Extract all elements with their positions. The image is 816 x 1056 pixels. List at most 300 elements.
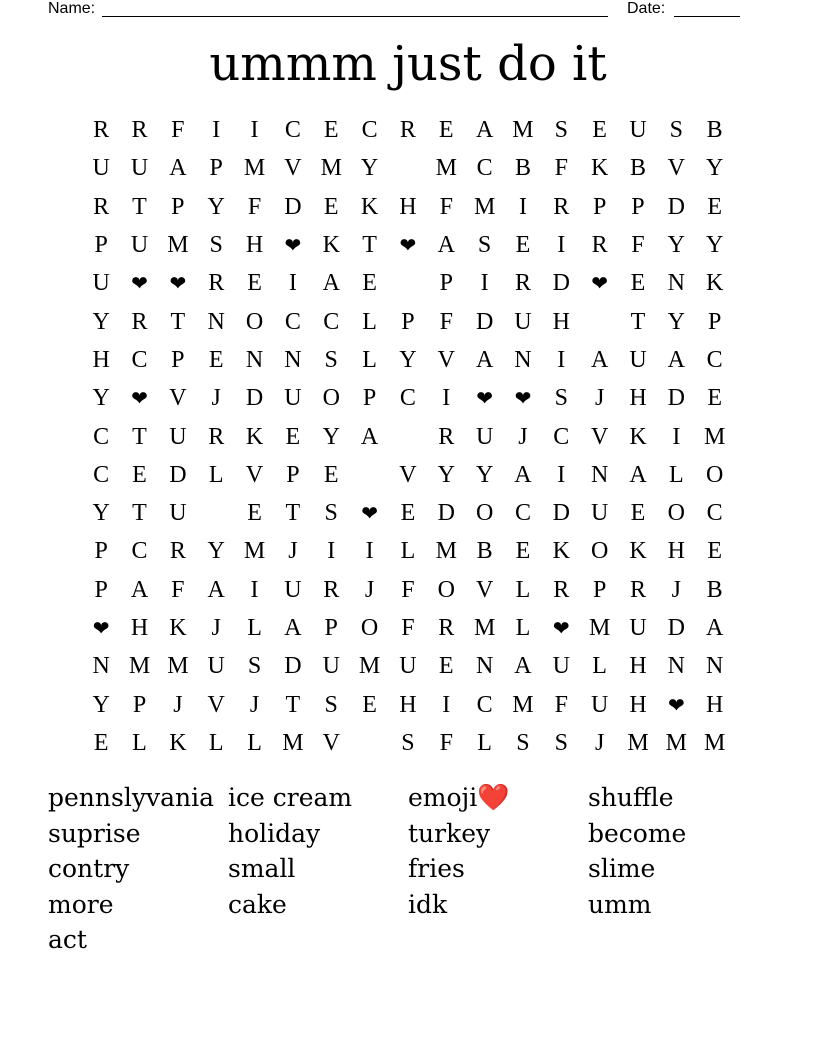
grid-letter[interactable]: H	[706, 691, 724, 718]
grid-letter[interactable]: P	[592, 193, 607, 220]
grid-letter[interactable]: L	[247, 729, 262, 756]
grid-letter[interactable]: V	[284, 155, 302, 182]
grid-letter[interactable]: C	[93, 423, 110, 450]
grid-letter[interactable]: O	[590, 538, 609, 565]
grid-letter[interactable]: P	[94, 232, 108, 259]
grid-letter[interactable]: C	[131, 538, 148, 565]
grid-letter[interactable]: M	[128, 653, 151, 680]
grid-letter[interactable]: M	[167, 232, 189, 259]
grid-letter[interactable]: C	[93, 461, 110, 488]
grid-letter[interactable]: M	[704, 423, 726, 450]
grid-letter[interactable]: E	[438, 117, 454, 144]
grid-letter[interactable]: U	[284, 576, 302, 603]
grid-letter[interactable]: A	[514, 461, 532, 488]
grid-letter[interactable]: D	[245, 385, 264, 412]
grid-letter[interactable]: U	[399, 653, 417, 680]
grid-letter[interactable]: A	[629, 461, 647, 488]
grid-letter[interactable]: Y	[667, 308, 685, 335]
grid-letter[interactable]: H	[629, 691, 647, 718]
grid-letter[interactable]: O	[245, 308, 264, 335]
grid-letter[interactable]: P	[94, 576, 108, 603]
grid-letter[interactable]: O	[475, 500, 494, 527]
grid-letter[interactable]: N	[207, 308, 225, 335]
heart-icon[interactable]: ❤	[169, 271, 187, 296]
grid-letter[interactable]: R	[93, 117, 110, 144]
grid-letter[interactable]: U	[475, 423, 494, 450]
grid-letter[interactable]: A	[667, 346, 685, 373]
grid-row	[82, 188, 734, 226]
grid-letter[interactable]: D	[284, 653, 302, 680]
word-bank-label: slime	[588, 854, 656, 884]
grid-letter[interactable]: Y	[475, 461, 494, 488]
grid-letter[interactable]: U	[590, 500, 609, 527]
grid-row	[82, 724, 734, 762]
grid-letter[interactable]: L	[208, 729, 224, 756]
grid-letter[interactable]: K	[245, 423, 264, 450]
heart-icon[interactable]: ❤	[591, 271, 609, 296]
grid-letter[interactable]: A	[207, 576, 225, 603]
grid-letter[interactable]: O	[667, 500, 685, 527]
grid-letter[interactable]: P	[171, 193, 185, 220]
grid-letter[interactable]: B	[476, 538, 493, 565]
grid-letter[interactable]: Y	[92, 500, 110, 527]
grid-letter[interactable]: V	[437, 346, 455, 373]
grid-letter[interactable]: L	[515, 576, 531, 603]
grid-letter[interactable]: L	[400, 538, 416, 565]
grid-letter[interactable]: M	[243, 155, 266, 182]
grid-letter[interactable]: P	[132, 691, 147, 718]
grid-letter[interactable]: Y	[207, 538, 225, 565]
grid-letter[interactable]: V	[245, 461, 264, 488]
grid-letter[interactable]: U	[130, 155, 149, 182]
grid-letter[interactable]: M	[282, 729, 304, 756]
grid-letter[interactable]: V	[667, 155, 685, 182]
grid-letter[interactable]: E	[438, 653, 454, 680]
grid-letter[interactable]: H	[667, 538, 685, 565]
grid-letter[interactable]: F	[171, 117, 185, 144]
grid-letter[interactable]: H	[399, 691, 417, 718]
grid-letter[interactable]: M	[665, 729, 687, 756]
grid-letter[interactable]: H	[92, 346, 110, 373]
grid-letter[interactable]: R	[514, 270, 531, 297]
grid-row	[82, 532, 734, 570]
grid-letter[interactable]: R	[169, 538, 186, 565]
grid-letter[interactable]: Y	[706, 232, 724, 259]
grid-letter[interactable]: V	[322, 729, 340, 756]
grid-letter[interactable]: P	[401, 308, 415, 335]
grid-letter[interactable]: R	[553, 576, 570, 603]
heart-icon[interactable]: ❤	[552, 616, 570, 640]
grid-letter[interactable]: S	[554, 385, 568, 412]
grid-letter[interactable]: M	[358, 653, 381, 680]
grid-letter[interactable]: L	[362, 308, 377, 335]
grid-letter[interactable]: J	[594, 385, 605, 412]
grid-letter[interactable]: N	[92, 653, 110, 680]
grid-letter[interactable]: D	[667, 615, 685, 641]
grid-letter[interactable]: S	[477, 232, 492, 259]
grid-letter[interactable]: I	[250, 117, 259, 144]
grid-letter[interactable]: U	[169, 423, 187, 450]
grid-letter[interactable]: P	[631, 193, 645, 220]
grid-letter[interactable]: Y	[360, 155, 379, 182]
grid-letter[interactable]: V	[590, 423, 609, 450]
grid-letter[interactable]: F	[631, 232, 645, 259]
grid-letter[interactable]: E	[707, 193, 722, 220]
grid-letter[interactable]: J	[671, 576, 681, 603]
grid-letter[interactable]: I	[557, 232, 566, 259]
grid-letter[interactable]: K	[590, 155, 609, 182]
grid-letter[interactable]: S	[324, 691, 338, 718]
name-label: Name:	[48, 0, 96, 17]
grid-letter[interactable]: A	[360, 423, 379, 450]
grid-letter[interactable]: U	[552, 653, 570, 680]
grid-letter[interactable]: U	[514, 308, 532, 335]
grid-letter[interactable]: E	[515, 538, 531, 565]
grid-letter[interactable]: Y	[706, 155, 724, 182]
grid-letter[interactable]: R	[208, 423, 225, 450]
grid-letter[interactable]: E	[707, 385, 722, 412]
grid-letter[interactable]: O	[706, 461, 724, 488]
word-bank-label: holiday	[228, 818, 321, 848]
grid-letter[interactable]: R	[131, 308, 148, 335]
grid-letter[interactable]: Y	[667, 232, 685, 259]
grid-letter[interactable]: E	[323, 117, 339, 144]
grid-letter[interactable]: P	[439, 270, 453, 297]
word-bank-item	[228, 854, 408, 883]
grid-letter[interactable]: Y	[322, 423, 340, 450]
grid-letter[interactable]: M	[588, 615, 611, 641]
grid-letter[interactable]: T	[132, 193, 147, 220]
name-blank-line[interactable]	[102, 16, 608, 17]
grid-letter[interactable]: B	[706, 576, 723, 603]
grid-letter[interactable]: H	[629, 653, 647, 680]
grid-letter[interactable]: P	[362, 385, 377, 412]
grid-letter[interactable]: T	[170, 308, 186, 335]
grid-letter[interactable]: C	[476, 155, 493, 182]
grid-letter[interactable]: A	[475, 117, 494, 144]
grid-letter[interactable]: I	[212, 117, 221, 144]
grid-letter[interactable]: P	[324, 615, 338, 641]
grid-letter[interactable]: E	[515, 232, 531, 259]
grid-letter[interactable]: T	[630, 308, 646, 335]
word-bank-item	[408, 783, 588, 813]
grid-letter[interactable]: K	[322, 232, 340, 259]
heart-icon[interactable]: ❤	[284, 233, 302, 258]
grid-letter[interactable]: I	[442, 691, 451, 718]
grid-letter[interactable]: T	[285, 691, 301, 718]
grid-letter[interactable]: S	[247, 653, 262, 680]
heart-icon[interactable]: ❤	[514, 386, 532, 411]
grid-letter[interactable]: C	[706, 500, 723, 527]
grid-letter[interactable]: H	[552, 308, 570, 335]
grid-letter[interactable]: B	[514, 155, 531, 182]
grid-letter[interactable]: J	[211, 385, 221, 412]
grid-letter[interactable]: S	[401, 729, 415, 756]
grid-letter[interactable]: N	[706, 653, 724, 680]
grid-letter[interactable]: Y	[399, 346, 417, 373]
heart-icon[interactable]: ❤	[476, 386, 493, 411]
grid-letter[interactable]: F	[439, 308, 453, 335]
grid-letter[interactable]: R	[208, 270, 225, 297]
grid-letter[interactable]: O	[437, 576, 455, 603]
grid-letter[interactable]: F	[401, 576, 415, 603]
grid-letter[interactable]: U	[284, 385, 302, 412]
grid-letter[interactable]: I	[442, 385, 451, 412]
grid-letter[interactable]: M	[627, 729, 649, 756]
grid-letter[interactable]: E	[208, 346, 224, 373]
grid-letter[interactable]: A	[130, 576, 149, 603]
grid-letter[interactable]: S	[554, 729, 568, 756]
word-search-grid	[82, 111, 734, 762]
grid-letter[interactable]: T	[132, 423, 147, 450]
heart-icon[interactable]: ❤	[131, 271, 148, 296]
grid-letter[interactable]: T	[285, 500, 301, 527]
grid-letter[interactable]: P	[171, 346, 185, 373]
grid-letter[interactable]: K	[169, 615, 187, 641]
grid-letter[interactable]: E	[93, 729, 109, 756]
grid-letter[interactable]: R	[438, 615, 455, 641]
grid-letter[interactable]: M	[473, 615, 496, 641]
grid-letter[interactable]: D	[437, 500, 455, 527]
grid-letter[interactable]: C	[476, 691, 493, 718]
word-bank-item	[228, 890, 408, 919]
heart-icon[interactable]: ❤	[92, 616, 110, 640]
date-blank-line[interactable]	[674, 16, 740, 17]
grid-letter[interactable]: L	[362, 346, 377, 373]
grid-letter[interactable]: A	[706, 615, 724, 641]
grid-letter[interactable]: D	[552, 500, 570, 527]
grid-letter[interactable]: D	[667, 193, 685, 220]
grid-letter[interactable]: R	[629, 576, 646, 603]
grid-row	[82, 685, 734, 723]
grid-letter[interactable]: I	[557, 461, 566, 488]
grid-letter[interactable]: F	[554, 155, 568, 182]
grid-letter[interactable]: O	[322, 385, 340, 412]
word-bank-item	[588, 783, 768, 812]
grid-letter[interactable]: J	[594, 729, 605, 756]
grid-letter[interactable]: E	[323, 193, 339, 220]
heart-icon[interactable]: ❤	[399, 233, 417, 258]
grid-letter[interactable]: M	[320, 155, 342, 182]
grid-letter[interactable]: E	[707, 538, 722, 565]
grid-letter[interactable]: P	[209, 155, 223, 182]
grid-letter[interactable]: B	[629, 155, 646, 182]
grid-letter[interactable]: E	[247, 500, 262, 527]
grid-letter[interactable]: K	[360, 193, 379, 220]
grid-letter[interactable]: H	[245, 232, 264, 259]
grid-letter[interactable]: A	[590, 346, 609, 373]
grid-letter[interactable]: S	[209, 232, 223, 259]
grid-letter[interactable]: F	[439, 193, 453, 220]
grid-letter[interactable]: L	[668, 461, 684, 488]
grid-row	[82, 609, 734, 647]
grid-letter[interactable]: R	[323, 576, 340, 603]
grid-letter[interactable]: I	[557, 346, 566, 373]
grid-letter[interactable]: V	[475, 576, 494, 603]
grid-letter[interactable]: S	[324, 346, 338, 373]
heart-icon[interactable]: ❤	[667, 692, 685, 717]
grid-letter[interactable]: J	[211, 615, 221, 641]
grid-letter[interactable]: F	[439, 729, 453, 756]
grid-letter[interactable]: V	[207, 691, 225, 718]
grid-letter[interactable]: D	[475, 308, 494, 335]
grid-letter[interactable]: E	[132, 461, 147, 488]
grid-letter[interactable]: F	[171, 576, 185, 603]
grid-letter[interactable]: E	[630, 500, 646, 527]
grid-letter[interactable]: T	[132, 500, 147, 527]
grid-letter[interactable]: Y	[92, 385, 110, 412]
grid-letter[interactable]: U	[590, 691, 609, 718]
grid-letter[interactable]: M	[243, 538, 266, 565]
grid-letter[interactable]: L	[477, 729, 492, 756]
grid-letter[interactable]: P	[94, 538, 108, 565]
grid-letter[interactable]: M	[435, 538, 457, 565]
grid-letter[interactable]: N	[284, 346, 302, 373]
grid-letter[interactable]: I	[365, 538, 374, 565]
grid-letter[interactable]: E	[362, 691, 377, 718]
grid-letter[interactable]: H	[130, 615, 149, 641]
grid-letter[interactable]: C	[131, 346, 148, 373]
grid-letter[interactable]: I	[250, 576, 259, 603]
word-bank-item	[228, 819, 408, 848]
grid-letter[interactable]: E	[323, 461, 339, 488]
grid-letter[interactable]: D	[667, 385, 685, 412]
grid-letter[interactable]: C	[323, 308, 340, 335]
grid-letter[interactable]: F	[247, 193, 262, 220]
grid-letter[interactable]: I	[480, 270, 489, 297]
grid-letter[interactable]: E	[630, 270, 646, 297]
grid-letter[interactable]: M	[512, 117, 534, 144]
grid-letter[interactable]: J	[518, 423, 528, 450]
grid-letter[interactable]: N	[667, 270, 685, 297]
grid-letter[interactable]: L	[247, 615, 262, 641]
grid-letter[interactable]: Y	[92, 691, 110, 718]
grid-letter[interactable]: S	[324, 500, 338, 527]
heart-icon[interactable]: ❤	[361, 501, 378, 526]
grid-letter[interactable]: N	[245, 346, 264, 373]
grid-letter[interactable]: C	[514, 500, 531, 527]
grid-letter[interactable]: H	[399, 193, 417, 220]
grid-letter[interactable]: U	[92, 155, 110, 182]
grid-letter[interactable]: P	[286, 461, 300, 488]
grid-letter[interactable]: R	[399, 117, 416, 144]
grid-letter[interactable]: S	[554, 117, 568, 144]
grid-letter[interactable]: L	[592, 653, 607, 680]
grid-letter[interactable]: A	[284, 615, 302, 641]
grid-letter[interactable]: I	[518, 193, 527, 220]
grid-letter[interactable]: U	[629, 346, 647, 373]
grid-letter[interactable]: S	[516, 729, 530, 756]
grid-letter[interactable]: M	[473, 193, 496, 220]
grid-letter[interactable]: L	[132, 729, 147, 756]
grid-letter[interactable]: R	[93, 193, 110, 220]
grid-letter[interactable]: C	[284, 117, 301, 144]
grid-letter[interactable]: K	[706, 270, 724, 297]
grid-letter[interactable]: R	[553, 193, 570, 220]
grid-letter[interactable]: J	[288, 538, 298, 565]
grid-letter[interactable]: I	[672, 423, 681, 450]
grid-letter[interactable]: A	[437, 232, 455, 259]
grid-letter[interactable]: D	[169, 461, 187, 488]
grid-letter[interactable]: A	[322, 270, 340, 297]
grid-letter[interactable]: N	[590, 461, 609, 488]
grid-letter[interactable]: Y	[207, 193, 225, 220]
grid-letter[interactable]: A	[169, 155, 187, 182]
grid-letter[interactable]: U	[130, 232, 149, 259]
grid-letter[interactable]: N	[514, 346, 532, 373]
grid-letter[interactable]: R	[591, 232, 608, 259]
grid-letter[interactable]: K	[169, 729, 187, 756]
grid-letter[interactable]: S	[669, 117, 683, 144]
grid-letter[interactable]: V	[169, 385, 187, 412]
grid-letter[interactable]: N	[667, 653, 685, 680]
grid-letter[interactable]: F	[401, 615, 415, 641]
grid-letter[interactable]: A	[514, 653, 532, 680]
heart-icon[interactable]: ❤	[131, 386, 148, 411]
grid-letter[interactable]: C	[553, 423, 570, 450]
grid-letter[interactable]: L	[208, 461, 224, 488]
grid-letter[interactable]: K	[552, 538, 570, 565]
grid-letter[interactable]: U	[169, 500, 187, 527]
grid-letter[interactable]: B	[706, 117, 723, 144]
grid-letter[interactable]: E	[247, 270, 262, 297]
grid-letter[interactable]: U	[207, 653, 225, 680]
grid-letter[interactable]: C	[706, 346, 723, 373]
grid-letter[interactable]: I	[288, 270, 297, 297]
grid-letter[interactable]: V	[399, 461, 417, 488]
grid-letter[interactable]: A	[475, 346, 494, 373]
grid-letter[interactable]: M	[435, 155, 457, 182]
grid-letter[interactable]: E	[400, 500, 416, 527]
grid-letter[interactable]: K	[629, 538, 647, 565]
grid-letter[interactable]: Y	[92, 308, 110, 335]
grid-letter[interactable]: I	[327, 538, 336, 565]
grid-letter[interactable]: J	[173, 691, 183, 718]
grid-letter[interactable]: M	[704, 729, 726, 756]
grid-letter[interactable]: L	[515, 615, 531, 641]
grid-letter[interactable]: N	[475, 653, 494, 680]
grid-letter[interactable]: E	[285, 423, 301, 450]
grid-letter[interactable]: T	[362, 232, 377, 259]
grid-letter[interactable]: M	[512, 691, 534, 718]
grid-letter[interactable]: M	[167, 653, 189, 680]
grid-letter[interactable]: U	[92, 270, 110, 297]
word-bank-label: suprise	[48, 818, 141, 848]
grid-letter[interactable]: O	[360, 615, 379, 641]
grid-letter[interactable]: F	[554, 691, 568, 718]
grid-letter[interactable]: U	[322, 653, 340, 680]
grid-letter[interactable]: Y	[437, 461, 455, 488]
grid-letter[interactable]: P	[592, 576, 607, 603]
grid-letter[interactable]: D	[552, 270, 570, 297]
word-bank-item	[588, 819, 768, 848]
grid-letter[interactable]: E	[362, 270, 377, 297]
grid-letter[interactable]: D	[284, 193, 302, 220]
grid-letter[interactable]: J	[364, 576, 375, 603]
grid-letter[interactable]: C	[399, 385, 416, 412]
grid-letter[interactable]: R	[131, 117, 148, 144]
grid-letter[interactable]: U	[629, 615, 647, 641]
grid-letter[interactable]: H	[629, 385, 647, 412]
grid-letter[interactable]: K	[629, 423, 647, 450]
grid-letter[interactable]: P	[707, 308, 722, 335]
grid-letter[interactable]: U	[629, 117, 647, 144]
grid-letter[interactable]: J	[249, 691, 260, 718]
grid-letter[interactable]: R	[438, 423, 455, 450]
grid-letter[interactable]: C	[361, 117, 378, 144]
grid-letter[interactable]: E	[592, 117, 607, 144]
grid-letter[interactable]: C	[284, 308, 301, 335]
